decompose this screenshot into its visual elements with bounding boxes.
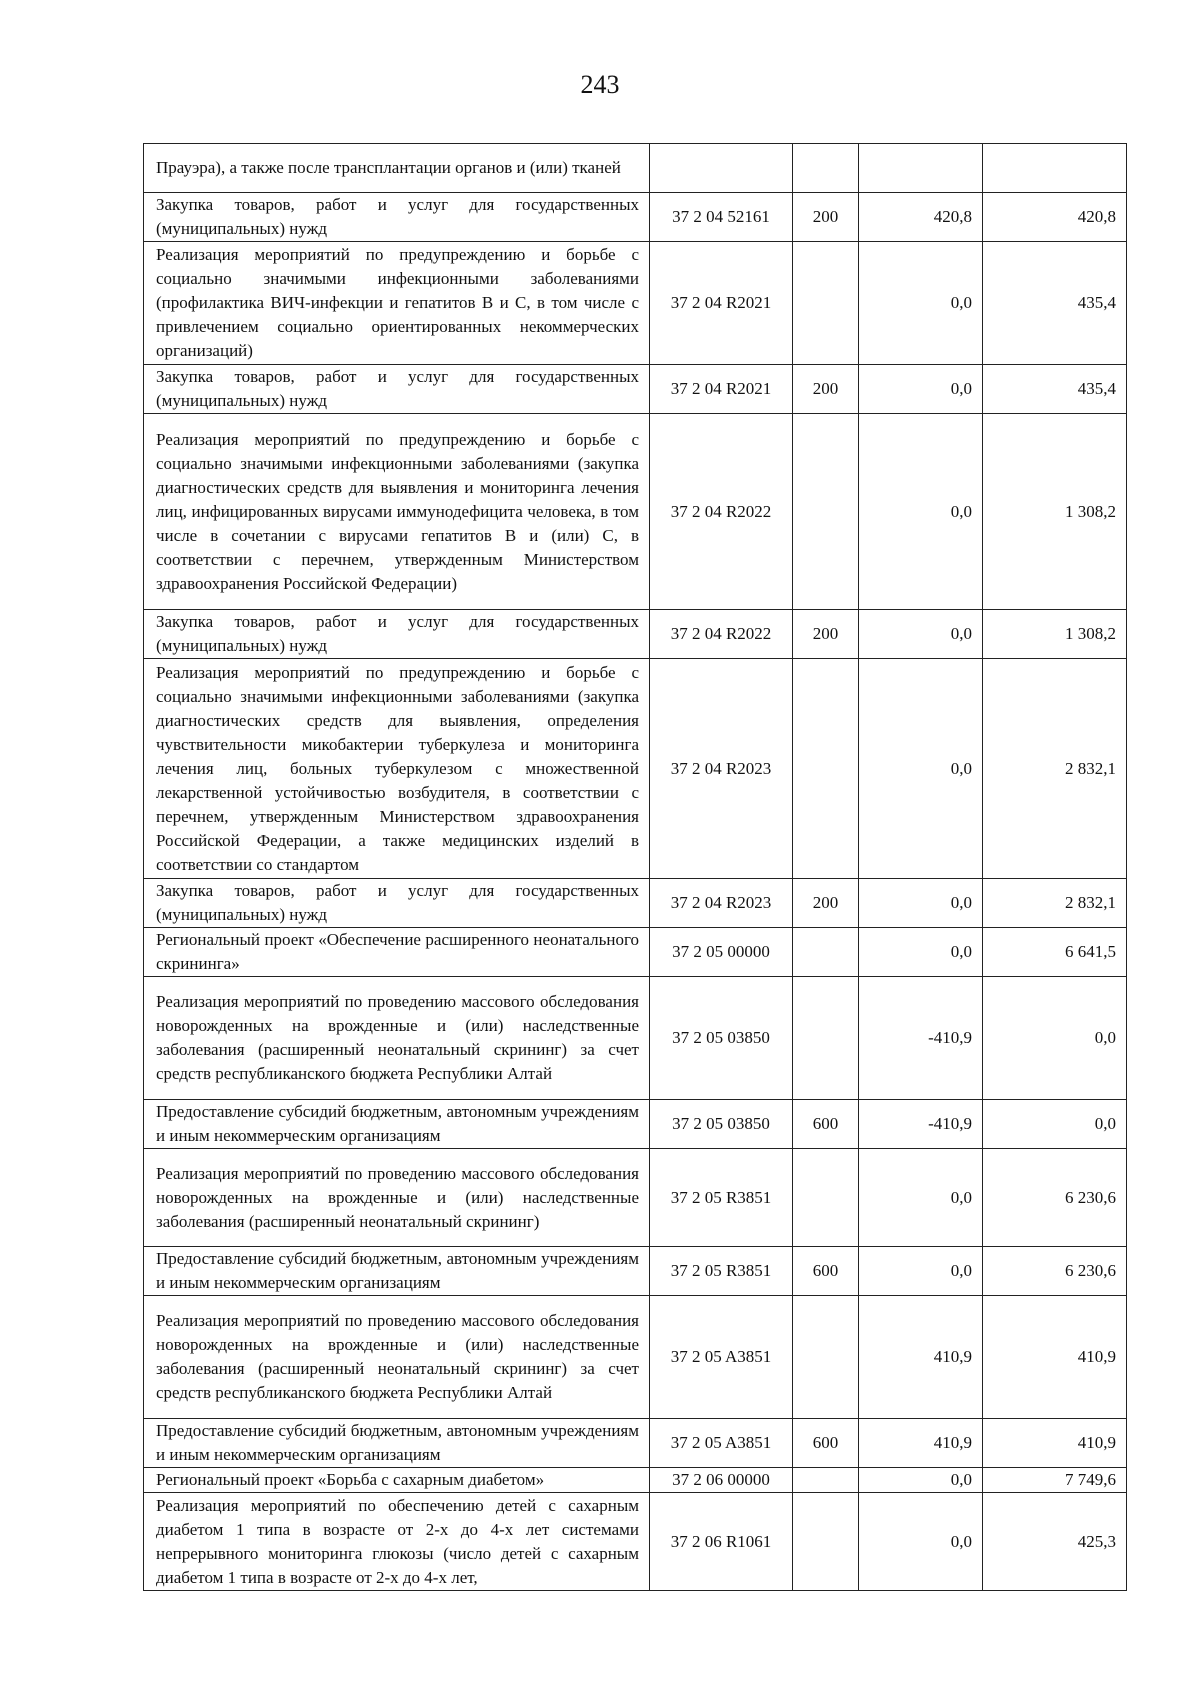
row-code: 37 2 04 R2023	[650, 879, 793, 928]
page-number: 243	[580, 70, 620, 99]
table-row	[144, 977, 1127, 1100]
row-sum-2: 410,9	[983, 1296, 1127, 1419]
row-name: Реализация мероприятий по проведению массового обследования новорожденных на врожденные и (или) наследственные заболевания (расширенный неонатальный скрининг)	[144, 1149, 650, 1247]
row-name: Закупка товаров, работ и услуг для государственных (муниципальных) нужд	[144, 879, 650, 928]
row-expense-type	[793, 1493, 859, 1591]
row-sum-2: 6 641,5	[983, 928, 1127, 977]
table-row	[144, 1419, 1127, 1468]
row-name: Закупка товаров, работ и услуг для государственных (муниципальных) нужд	[144, 610, 650, 659]
row-sum-1: 0,0	[859, 1493, 983, 1591]
row-expense-type	[793, 659, 859, 879]
row-sum-1: 0,0	[859, 414, 983, 610]
table-row	[144, 1247, 1127, 1296]
row-expense-type	[793, 144, 859, 193]
row-code: 37 2 06 R1061	[650, 1493, 793, 1591]
row-expense-type	[793, 414, 859, 610]
row-sum-2: 435,4	[983, 242, 1127, 365]
row-sum-2: 2 832,1	[983, 879, 1127, 928]
row-code: 37 2 04 R2023	[650, 659, 793, 879]
row-code: 37 2 04 R2021	[650, 242, 793, 365]
row-expense-type	[793, 1296, 859, 1419]
table-row	[144, 365, 1127, 414]
row-name: Предоставление субсидий бюджетным, автономным учреждениям и иным некоммерческим организациям	[144, 1100, 650, 1149]
row-sum-2: 2 832,1	[983, 659, 1127, 879]
row-expense-type: 600	[793, 1419, 859, 1468]
row-sum-1: 410,9	[859, 1296, 983, 1419]
row-expense-type: 600	[793, 1100, 859, 1149]
row-sum-2: 6 230,6	[983, 1247, 1127, 1296]
row-name: Реализация мероприятий по предупреждению и борьбе с социально значимыми инфекционными заболеваниями (закупка диагностических средств для выявления и мониторинга лечения лиц, инфицированных вирусами иммунодефицита человека, в том числе в сочетании с вирусами гепатитов В и (или) С, в соответствии с перечнем, утвержденным Министерством здравоохранения Российской Федерации)	[144, 414, 650, 610]
table-row	[144, 1493, 1127, 1591]
table-row	[144, 1149, 1127, 1247]
table-row	[144, 928, 1127, 977]
row-code: 37 2 05 R3851	[650, 1247, 793, 1296]
row-expense-type: 600	[793, 1247, 859, 1296]
row-sum-1	[859, 144, 983, 193]
row-name: Реализация мероприятий по предупреждению и борьбе с социально значимыми инфекционными заболеваниями (профилактика ВИЧ-инфекции и гепатитов В и С, в том числе с привлечением социально ориентированных некоммерческих организаций)	[144, 242, 650, 365]
row-name: Региональный проект «Борьба с сахарным диабетом»	[144, 1468, 650, 1493]
row-expense-type: 200	[793, 879, 859, 928]
budget-table-body	[144, 144, 1127, 1591]
row-name: Прауэра), а также после трансплантации органов и (или) тканей	[144, 144, 650, 193]
table-row	[144, 1468, 1127, 1493]
row-expense-type	[793, 928, 859, 977]
row-name: Реализация мероприятий по обеспечению детей с сахарным диабетом 1 типа в возрасте от 2-х до 4-х лет системами непрерывного мониторинга глюкозы (число детей с сахарным диабетом 1 типа в возрасте от 2-х до 4-х лет,	[144, 1493, 650, 1591]
row-expense-type: 200	[793, 610, 859, 659]
table-row	[144, 193, 1127, 242]
table-row	[144, 879, 1127, 928]
row-sum-1: 420,8	[859, 193, 983, 242]
row-code: 37 2 04 52161	[650, 193, 793, 242]
row-code: 37 2 06 00000	[650, 1468, 793, 1493]
row-sum-1: 0,0	[859, 1468, 983, 1493]
row-sum-1: 0,0	[859, 1247, 983, 1296]
row-expense-type	[793, 977, 859, 1100]
table-row	[144, 414, 1127, 610]
row-code: 37 2 05 03850	[650, 977, 793, 1100]
row-sum-1: 0,0	[859, 610, 983, 659]
row-code: 37 2 05 A3851	[650, 1419, 793, 1468]
row-expense-type	[793, 1468, 859, 1493]
row-name: Реализация мероприятий по проведению массового обследования новорожденных на врожденные и (или) наследственные заболевания (расширенный неонатальный скрининг) за счет средств республиканского бюджета Республики Алтай	[144, 977, 650, 1100]
row-sum-2: 1 308,2	[983, 414, 1127, 610]
row-sum-2: 7 749,6	[983, 1468, 1127, 1493]
table-row	[144, 1100, 1127, 1149]
row-code: 37 2 05 A3851	[650, 1296, 793, 1419]
row-sum-2: 6 230,6	[983, 1149, 1127, 1247]
row-code: 37 2 05 00000	[650, 928, 793, 977]
table-row	[144, 610, 1127, 659]
row-sum-1: 410,9	[859, 1419, 983, 1468]
row-code: 37 2 04 R2022	[650, 610, 793, 659]
row-sum-2: 420,8	[983, 193, 1127, 242]
table-row	[144, 144, 1127, 193]
row-name: Закупка товаров, работ и услуг для государственных (муниципальных) нужд	[144, 365, 650, 414]
row-code	[650, 144, 793, 193]
table-row	[144, 242, 1127, 365]
table-row	[144, 659, 1127, 879]
row-sum-2: 425,3	[983, 1493, 1127, 1591]
row-sum-1: 0,0	[859, 1149, 983, 1247]
row-code: 37 2 05 03850	[650, 1100, 793, 1149]
row-sum-1: 0,0	[859, 365, 983, 414]
row-name: Реализация мероприятий по проведению массового обследования новорожденных на врожденные и (или) наследственные заболевания (расширенный неонатальный скрининг) за счет средств республиканского бюджета Республики Алтай	[144, 1296, 650, 1419]
budget-table	[143, 143, 1127, 1591]
row-expense-type	[793, 242, 859, 365]
row-sum-2	[983, 144, 1127, 193]
row-name: Региональный проект «Обеспечение расширенного неонатального скрининга»	[144, 928, 650, 977]
row-name: Реализация мероприятий по предупреждению и борьбе с социально значимыми инфекционными заболеваниями (закупка диагностических средств для выявления, определения чувствительности микобактерии туберкулеза и мониторинга лечения лиц, больных туберкулезом с множественной лекарственной устойчивостью возбудителя, в соответствии с перечнем, утвержденным Министерством здравоохранения Российской Федерации, а также медицинских изделий в соответствии со стандартом	[144, 659, 650, 879]
row-sum-1: 0,0	[859, 242, 983, 365]
row-expense-type: 200	[793, 365, 859, 414]
row-name: Закупка товаров, работ и услуг для государственных (муниципальных) нужд	[144, 193, 650, 242]
row-name: Предоставление субсидий бюджетным, автономным учреждениям и иным некоммерческим организациям	[144, 1419, 650, 1468]
row-code: 37 2 04 R2022	[650, 414, 793, 610]
row-name: Предоставление субсидий бюджетным, автономным учреждениям и иным некоммерческим организациям	[144, 1247, 650, 1296]
row-expense-type	[793, 1149, 859, 1247]
row-sum-2: 0,0	[983, 1100, 1127, 1149]
row-sum-1: -410,9	[859, 1100, 983, 1149]
row-sum-1: 0,0	[859, 659, 983, 879]
row-sum-1: -410,9	[859, 977, 983, 1100]
row-code: 37 2 04 R2021	[650, 365, 793, 414]
row-sum-1: 0,0	[859, 879, 983, 928]
table-row	[144, 1296, 1127, 1419]
row-sum-2: 1 308,2	[983, 610, 1127, 659]
row-sum-1: 0,0	[859, 928, 983, 977]
row-code: 37 2 05 R3851	[650, 1149, 793, 1247]
row-expense-type: 200	[793, 193, 859, 242]
row-sum-2: 410,9	[983, 1419, 1127, 1468]
row-sum-2: 0,0	[983, 977, 1127, 1100]
row-sum-2: 435,4	[983, 365, 1127, 414]
